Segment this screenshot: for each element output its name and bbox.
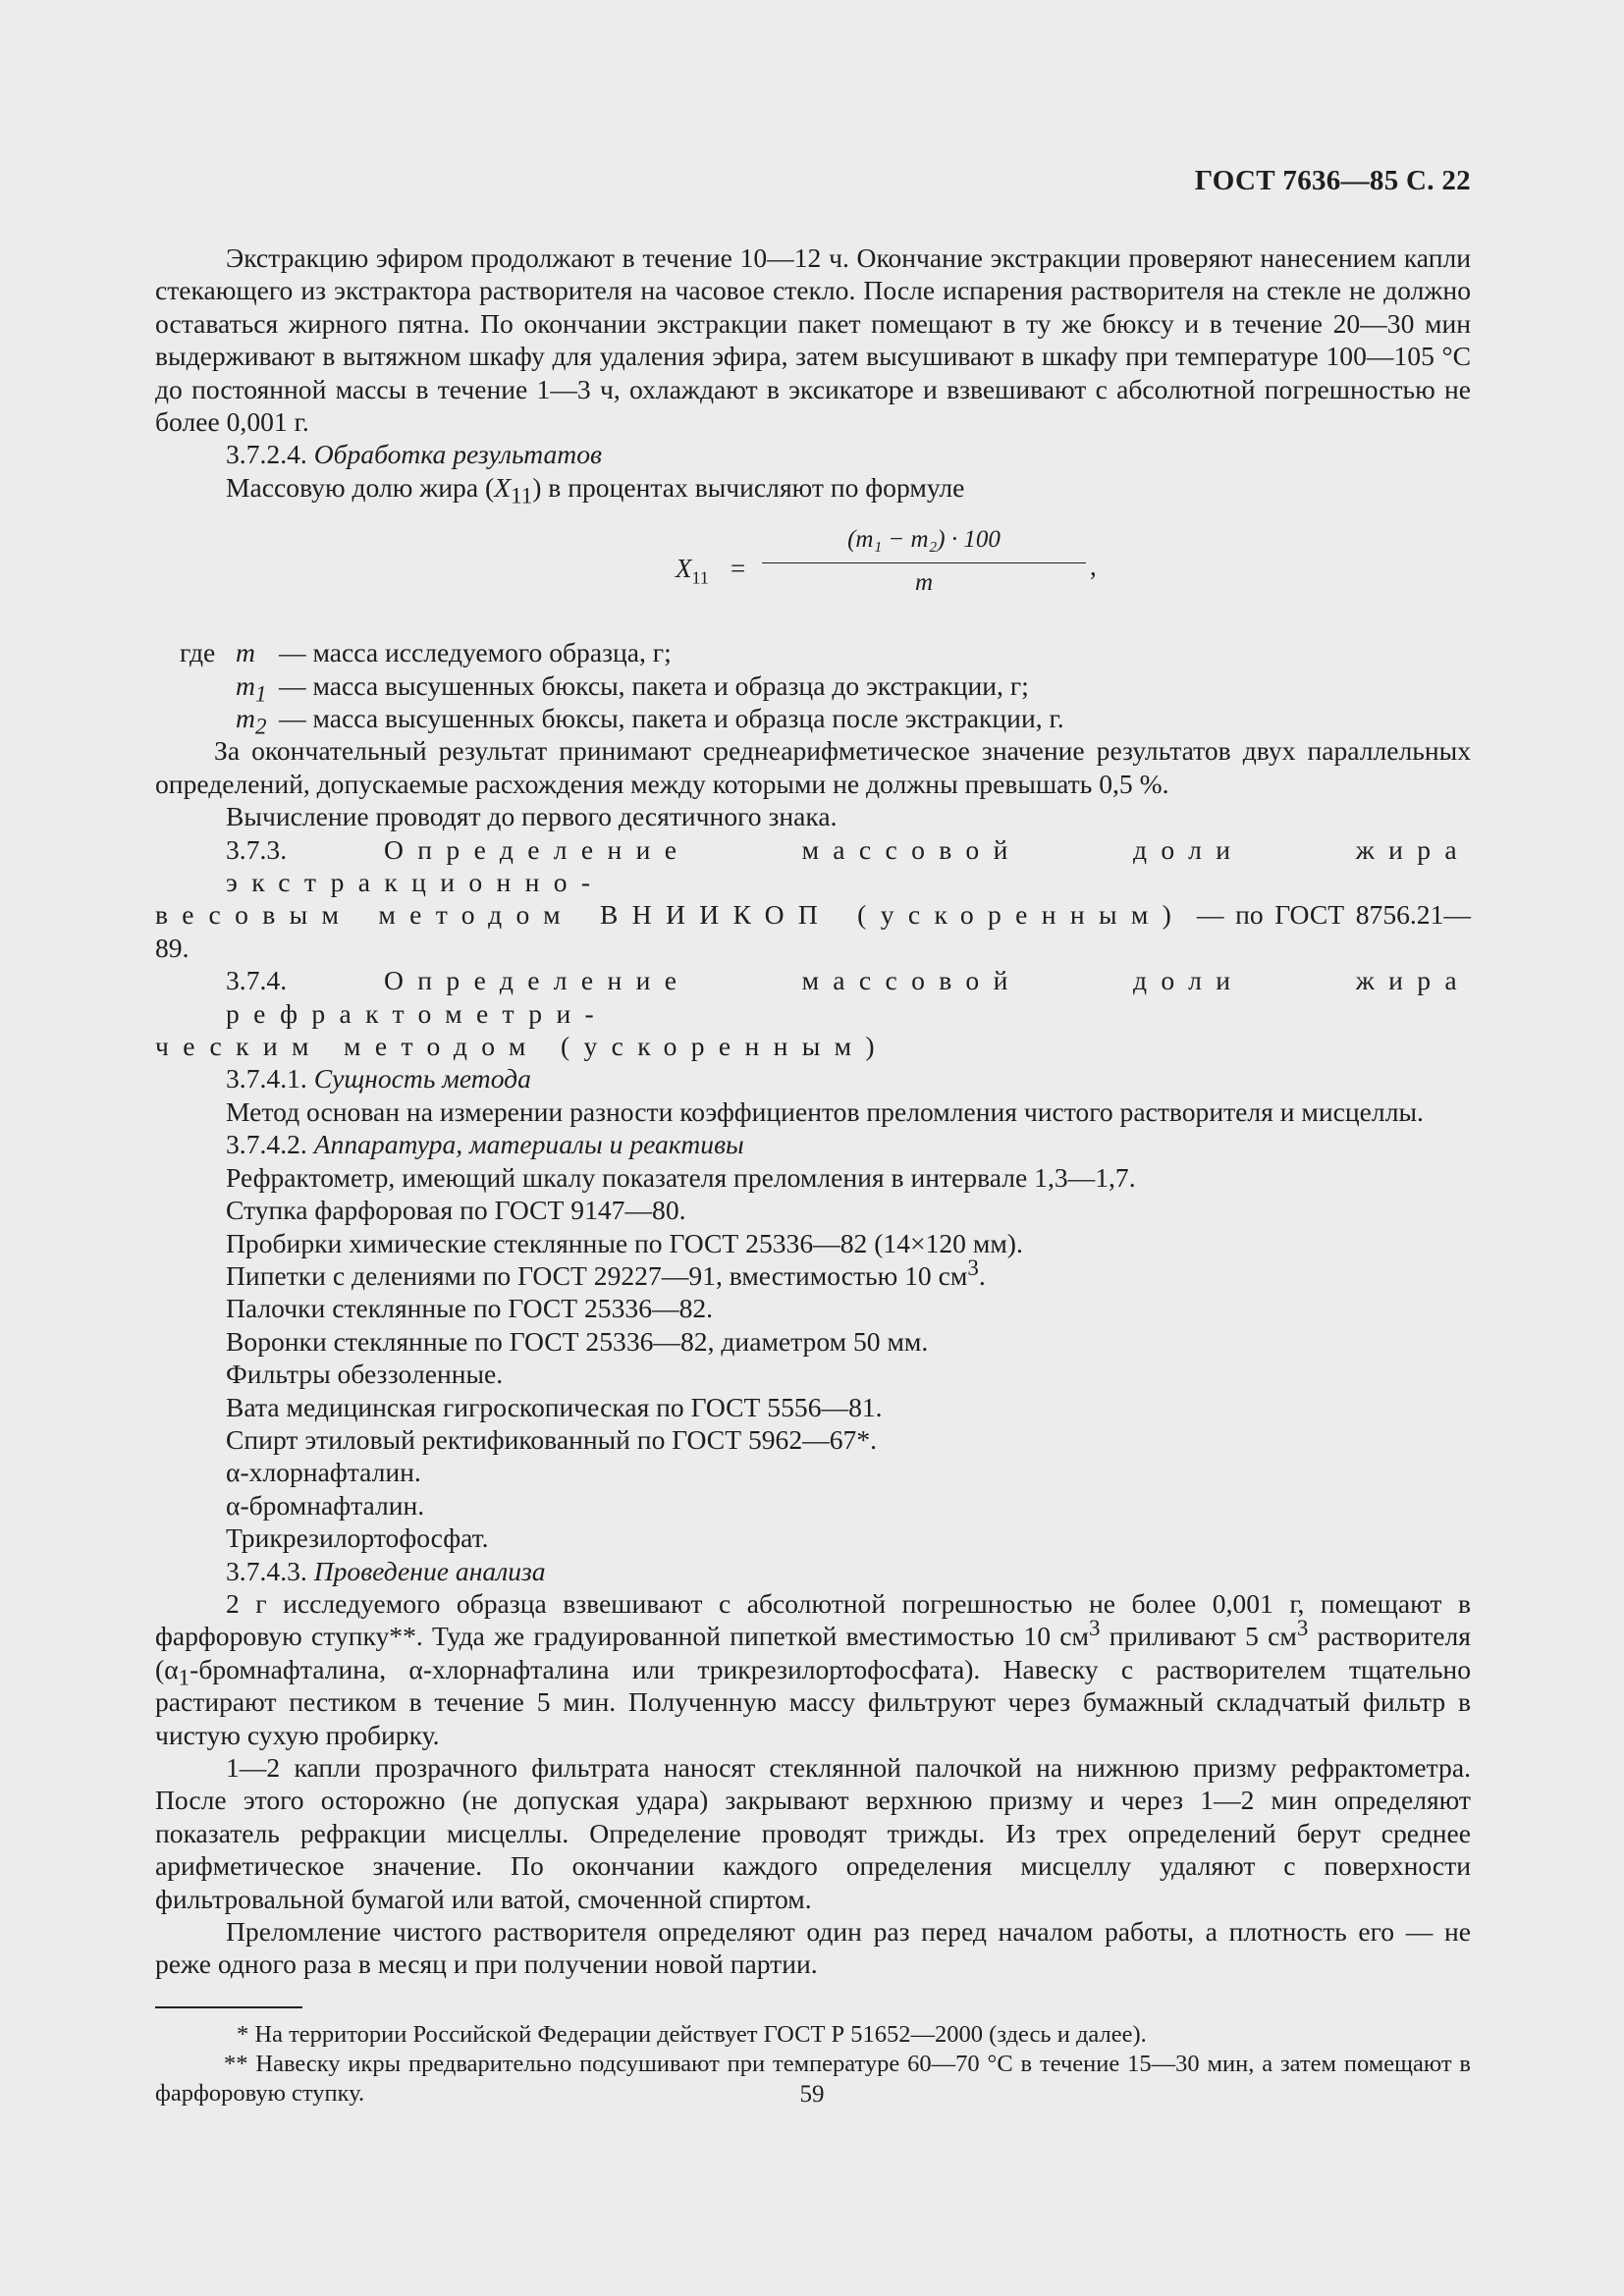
equipment-item: Палочки стеклянные по ГОСТ 25336—82.	[226, 1293, 714, 1324]
equipment-item: α-хлорнафталин.	[226, 1457, 421, 1488]
formula-lhs	[676, 553, 709, 588]
var-name: m	[236, 637, 255, 668]
equipment-item-text: Пипетки с делениями по ГОСТ 29227—91, вместимостью 10 см	[226, 1259, 968, 1291]
text-run: 2 г исследуемого образца взвешивают с абсолютной погрешностью не более 0,001 г, помещают в фарфоровую ступку**. Туда же градуированной пипеткой вместимостью 10 см	[155, 1587, 1471, 1652]
section-number: 3.7.2.4.	[226, 439, 314, 470]
main-text	[155, 241, 1471, 2109]
section-title-spaced: ческим методом (ускоренным)	[155, 1031, 889, 1062]
section-number: 3.7.4.	[226, 965, 385, 996]
superscript: 3	[967, 1255, 979, 1280]
running-header: ГОСТ 7636—85 С. 22	[1194, 165, 1471, 196]
where-description: — масса высушенных бюксы, пакета и образца до экстракции, г;	[279, 669, 1029, 701]
where-description: — масса высушенных бюксы, пакета и образца после экстракции, г.	[279, 703, 1064, 734]
paragraph-method-essence: Метод основан на измерении разности коэффициентов преломления чистого растворителя и мисцеллы.	[226, 1095, 1424, 1127]
page-number: 59	[799, 2081, 825, 2108]
formula-comma: ,	[1090, 552, 1097, 582]
where-word: где	[180, 637, 216, 668]
section-3-7-3-heading	[155, 833, 1471, 899]
equipment-item: Фильтры обеззоленные.	[226, 1359, 504, 1390]
equipment-item: Вата медицинская гигроскопическая по ГОСТ 5556—81.	[226, 1391, 883, 1422]
where-var	[236, 702, 267, 739]
var-name: m	[236, 703, 255, 734]
paragraph-refractometer-procedure: 1—2 капли прозрачного фильтрата наносят стеклянной палочкой на нижнюю призму рефрактометра. После этого осторожно (не допуская удара) закрывают верхнюю призму и через 1—2 мин определяют показатель рефракции мисцеллы. Определение проводят трижды. Из трех определений берут среднее арифметическое значение. По окончании каждого определения мисцеллу удаляют с поверхности фильтровальной бумагой или ватой, смоченной спиртом.	[155, 1752, 1471, 1914]
superscript: 3	[1088, 1616, 1101, 1641]
footnote-2: ** Навеску икры предварительно подсушивают при температуре 60—70 °С в течение 15—30 мин, а затем помещают в фарфоровую ступку.	[155, 2050, 1471, 2107]
footnote-separator	[155, 2006, 302, 2008]
section-number: 3.7.3.	[226, 833, 385, 865]
section-3-7-4-heading	[155, 964, 1471, 1030]
section-number: 3.7.4.3.	[226, 1555, 314, 1586]
section-3-7-4-2-heading	[155, 1128, 1471, 1160]
formula-intro	[155, 471, 1471, 508]
section-title: Аппаратура, материалы и реактивы	[313, 1129, 744, 1160]
equipment-item: Спирт этиловый ректификованный по ГОСТ 5962—67*.	[226, 1423, 878, 1455]
equipment-item-pipettes	[155, 1255, 1471, 1292]
formula-numerator: (m₁ − m₂) · 100	[847, 526, 1001, 554]
variable-x: X	[494, 471, 512, 503]
section-3-7-4-1-heading	[155, 1062, 1471, 1095]
paragraph-analysis-procedure	[155, 1587, 1471, 1751]
section-title: Проведение анализа	[313, 1555, 546, 1586]
section-3-7-4-heading-cont	[155, 1030, 1471, 1062]
fat-fraction-formula	[155, 504, 1471, 636]
text-run: -бромнафталина, α-хлорнафталина или трикрезилортофосфата). Навеску с растворителем тщательно растирают пестиком в течение 5 мин. Полученную массу фильтруют через бумажный складчатый фильтр в чистую сухую пробирку.	[155, 1653, 1471, 1750]
equipment-item: Воронки стеклянные по ГОСТ 25336—82, диаметром 50 мм.	[226, 1325, 929, 1357]
section-3-7-3-heading-cont	[155, 898, 1471, 964]
where-var	[236, 669, 267, 707]
section-title: Обработка результатов	[313, 439, 602, 470]
section-3-7-4-3-heading	[155, 1555, 1471, 1587]
text-run: растворителя (α	[155, 1621, 1471, 1684]
paragraph-extraction: Экстракцию эфиром продолжают в течение 10—12 ч. Окончание экстракции проверяют нанесением капли стекающего из экстрактора растворителя на часовое стекло. После испарения растворителя на стекле не должно оставаться жирного пятна. По окончании экстракции пакет помещают в ту же бюксу и в течение 20—30 мин выдерживают в вытяжном шкафу для удаления эфира, затем высушивают в шкафу при температуре 100—105 °С до постоянной массы в течение 1—3 ч, охлаждают в эксикаторе и взвешивают с абсолютной погрешностью не более 0,001 г.	[155, 242, 1471, 438]
where-line-m2	[155, 702, 1471, 739]
equipment-item: Рефрактометр, имеющий шкалу показателя преломления в интервале 1,3—1,7.	[226, 1161, 1136, 1193]
section-title-spaced: Определение массовой доли жира рефрактометри-	[226, 965, 1471, 1029]
footnote-1: * На территории Российской Федерации действует ГОСТ Р 51652—2000 (здесь и далее).	[237, 2020, 1147, 2048]
variable-x-subscript: 11	[511, 483, 533, 508]
paragraph-solvent-refraction: Преломление чистого растворителя определяют один раз перед началом работы, а плотность его — не реже одного раза в месяц и при получении новой партии.	[155, 1916, 1471, 1980]
where-description: — масса исследуемого образца, г;	[279, 637, 672, 668]
equipment-item: Трикрезилортофосфат.	[226, 1522, 489, 1554]
where-var	[236, 636, 255, 668]
section-title-spaced: весовым методом ВНИИКОП (ускоренным)	[155, 899, 1186, 931]
text-run: приливают 5 см	[1100, 1621, 1297, 1652]
section-number: 3.7.4.1.	[226, 1063, 314, 1095]
superscript: 3	[1296, 1616, 1309, 1641]
section-title: Сущность метода	[313, 1063, 531, 1095]
section-number: 3.7.4.2.	[226, 1129, 314, 1160]
where-line-m	[155, 636, 1471, 668]
fraction-bar	[762, 562, 1086, 563]
formula-denominator: m	[914, 569, 934, 597]
formula-lhs-var: X	[676, 554, 692, 584]
var-name: m	[236, 669, 255, 701]
period: .	[978, 1259, 986, 1291]
paragraph-calculation: Вычисление проводят до первого десятичного знака.	[226, 801, 838, 832]
paragraph-final-result: За окончательный результат принимают среднеарифметическое значение результатов двух параллельных определений, допускаемые расхождения между которыми не должны превышать 0,5 %.	[155, 735, 1471, 799]
section-title-spaced: Определение массовой доли жира экстракционно-	[226, 833, 1471, 898]
var-subscript: 1	[254, 681, 267, 707]
formula-intro-end: ) в процентах вычисляют по формуле	[532, 471, 965, 503]
equipment-item: Ступка фарфоровая по ГОСТ 9147—80.	[226, 1195, 686, 1226]
formula-lhs-sub: 11	[691, 567, 709, 588]
equipment-item: α-бромнафталин.	[226, 1489, 425, 1521]
section-reference: — по ГОСТ 8756.21—89.	[155, 899, 1471, 963]
subscript: 1	[178, 1665, 190, 1690]
where-line-m1	[155, 669, 1471, 707]
section-3-7-2-4-heading	[155, 438, 1471, 470]
var-subscript: 2	[254, 714, 267, 739]
formula-intro-start: Массовую долю жира (	[226, 471, 495, 503]
equipment-item: Пробирки химические стеклянные по ГОСТ 25336—82 (14×120 мм).	[226, 1227, 1023, 1258]
formula-equals: =	[731, 554, 746, 584]
